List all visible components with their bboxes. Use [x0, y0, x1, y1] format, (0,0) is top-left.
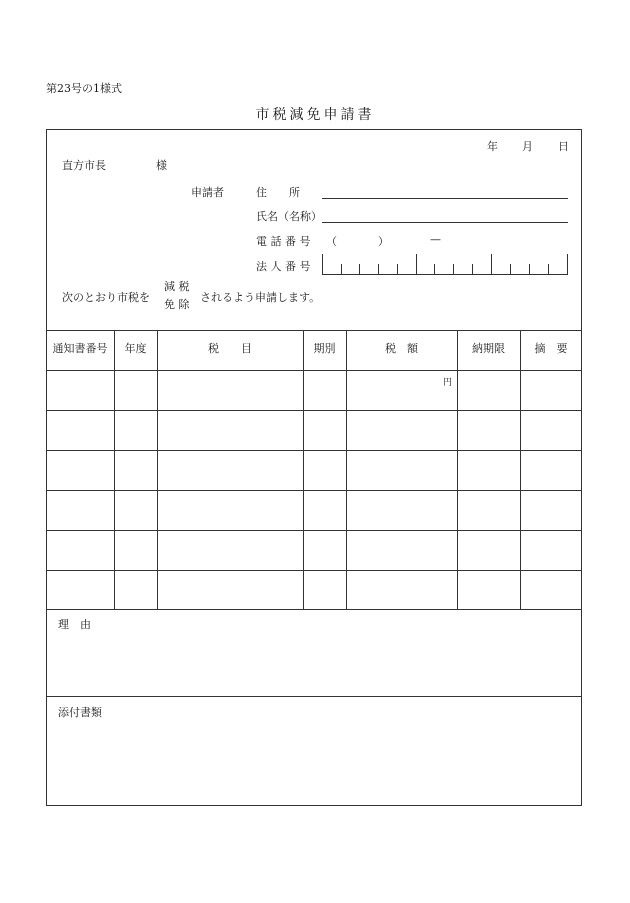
corp-number-tick — [322, 254, 323, 274]
form-frame — [46, 129, 582, 806]
corp-number-tick — [434, 264, 435, 274]
date-month: 月 — [522, 140, 533, 153]
page-title: 市税減免申請書 — [255, 107, 375, 123]
table-row-line — [46, 490, 582, 491]
applicant-label: 申請者 — [191, 186, 224, 199]
header-notice-number: 通知書番号 — [52, 342, 108, 355]
attachments-label: 添付書類 — [58, 706, 102, 719]
header-period: 期別 — [313, 342, 336, 355]
table-row-line — [46, 450, 582, 451]
reason-label: 理 由 — [58, 618, 91, 631]
date-day: 日 — [558, 140, 569, 153]
phone-close-paren: ） — [378, 235, 389, 248]
form-number: 第23号の1様式 — [46, 82, 122, 95]
phone-dash: — — [430, 233, 441, 246]
table-bottom-border — [46, 609, 582, 610]
reason-bottom-border — [46, 696, 582, 697]
request-prefix: 次のとおり市税を — [62, 291, 150, 304]
corp-number-tick — [491, 254, 492, 274]
date-year: 年 — [487, 140, 498, 153]
header-due-date: 納期限 — [472, 342, 505, 355]
addressee-honorific: 様 — [156, 159, 167, 172]
currency-unit: 円 — [443, 378, 453, 388]
corp-number-tick — [341, 264, 342, 274]
corp-number-tick — [567, 254, 568, 274]
table-row-line — [46, 570, 582, 571]
table-column-line — [114, 330, 115, 609]
corp-number-tick — [510, 264, 511, 274]
header-fiscal-year: 年度 — [124, 342, 147, 355]
table-column-line — [157, 330, 158, 609]
corp-number-tick — [397, 264, 398, 274]
name-label: 氏名（名称） — [256, 210, 322, 223]
table-header-bottom — [46, 370, 582, 371]
table-row-line — [46, 410, 582, 411]
phone-open-paren: （ — [326, 235, 337, 248]
option-reduce[interactable]: 減 税 — [164, 280, 190, 293]
option-exempt[interactable]: 免 除 — [164, 298, 190, 311]
table-column-line — [457, 330, 458, 609]
corp-number-tick — [359, 264, 360, 274]
corp-number-label: 法 人 番 号 — [256, 260, 311, 273]
name-field[interactable] — [322, 222, 568, 223]
corp-number-tick — [416, 254, 417, 274]
table-column-line — [303, 330, 304, 609]
corp-number-baseline — [322, 274, 568, 275]
corp-number-tick — [529, 264, 530, 274]
addressee-name: 直方市長 — [62, 159, 106, 172]
table-row-line — [46, 530, 582, 531]
table-top-border — [46, 330, 582, 331]
table-column-line — [346, 330, 347, 609]
corp-number-tick — [378, 264, 379, 274]
header-tax-amount: 税 額 — [385, 342, 418, 355]
corp-number-tick — [453, 264, 454, 274]
address-field[interactable] — [322, 198, 568, 199]
corp-number-tick — [472, 264, 473, 274]
request-suffix: されるよう申請します。 — [200, 291, 321, 304]
corp-number-tick — [548, 264, 549, 274]
phone-label: 電 話 番 号 — [256, 235, 311, 248]
table-column-line — [520, 330, 521, 609]
header-remarks: 摘 要 — [534, 342, 568, 355]
header-tax-item: 税 目 — [208, 342, 252, 355]
address-label: 住 所 — [256, 186, 300, 199]
